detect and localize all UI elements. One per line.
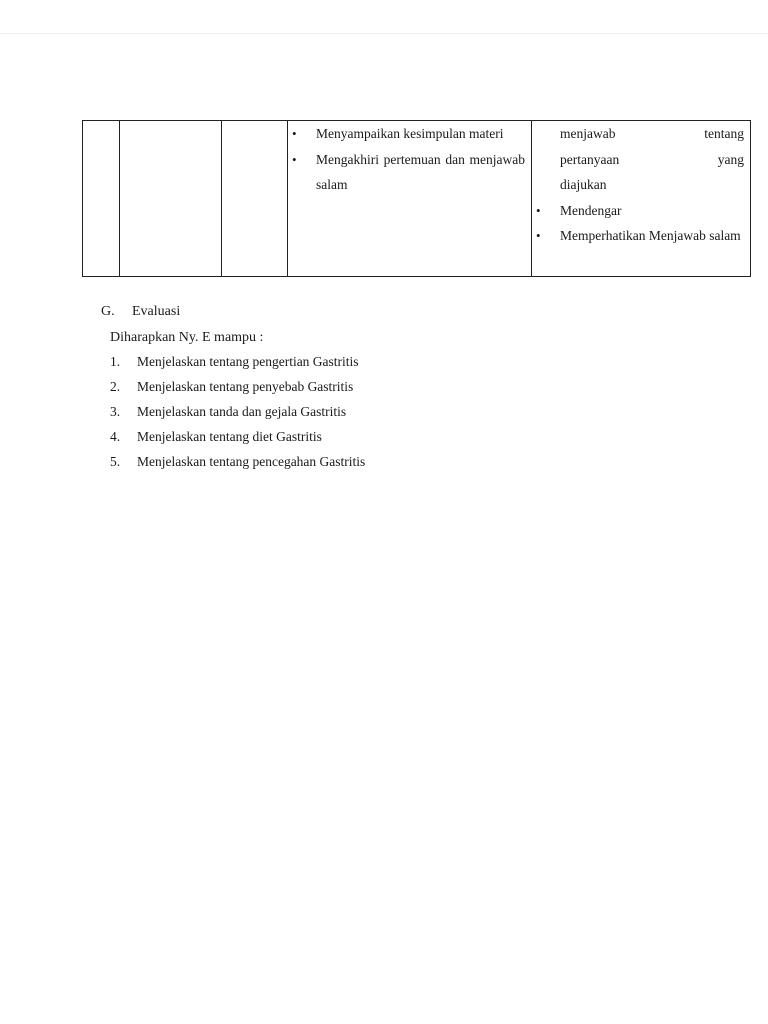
table-cell-empty: [83, 121, 120, 277]
list-item: [292, 121, 525, 147]
list-number: 2.: [110, 379, 121, 394]
section-heading: [101, 302, 180, 322]
section-letter: G.: [101, 304, 115, 319]
lesson-plan-table: [82, 120, 751, 277]
table-cell-empty: [120, 121, 222, 277]
list-text: Menjelaskan tentang diet Gastritis: [137, 429, 322, 444]
list-number: 1.: [110, 354, 121, 369]
bullet-icon: •: [536, 202, 541, 218]
list-item: [110, 377, 365, 402]
bullet-icon: •: [292, 151, 297, 167]
response-text: Mendengar: [560, 202, 622, 218]
response-intro: [560, 121, 744, 198]
list-item: [110, 427, 365, 452]
response-intro-line: diajukan: [560, 177, 607, 192]
list-item: [110, 452, 365, 477]
response-intro-line: pertanyaan yang: [560, 151, 744, 167]
response-cell: [532, 121, 751, 277]
list-text: Menjelaskan tentang penyebab Gastritis: [137, 379, 354, 394]
activity-text: Mengakhiri pertemuan dan menjawab salam: [316, 151, 525, 192]
table-cell-empty: [222, 121, 288, 277]
list-item: [292, 147, 525, 198]
bullet-icon: •: [536, 228, 541, 243]
response-text: Memperhatikan Menjawab salam: [560, 228, 741, 243]
list-item: [110, 402, 365, 427]
list-item: [110, 352, 365, 377]
list-text: Menjelaskan tentang pencegahan Gastritis: [137, 454, 366, 469]
section-intro: Diharapkan Ny. E mampu :: [110, 330, 264, 345]
list-item: [536, 198, 744, 224]
list-number: 5.: [110, 454, 121, 469]
table-row: [83, 121, 751, 277]
activity-cell: [288, 121, 532, 277]
bullet-icon: •: [292, 126, 297, 141]
activity-text: Menyampaikan kesimpulan materi: [316, 126, 504, 141]
list-text: Menjelaskan tanda dan gejala Gastritis: [137, 404, 347, 419]
list-number: 4.: [110, 429, 121, 444]
activity-list: [292, 121, 525, 198]
section-title: Evaluasi: [132, 304, 181, 319]
page-top-divider: [0, 33, 768, 34]
list-item: [536, 223, 744, 249]
evaluation-list: [110, 352, 365, 477]
response-intro-line: menjawab tentang: [560, 126, 744, 141]
list-text: Menjelaskan tentang pengertian Gastritis: [137, 354, 359, 369]
list-number: 3.: [110, 404, 121, 419]
response-list: [536, 198, 744, 249]
